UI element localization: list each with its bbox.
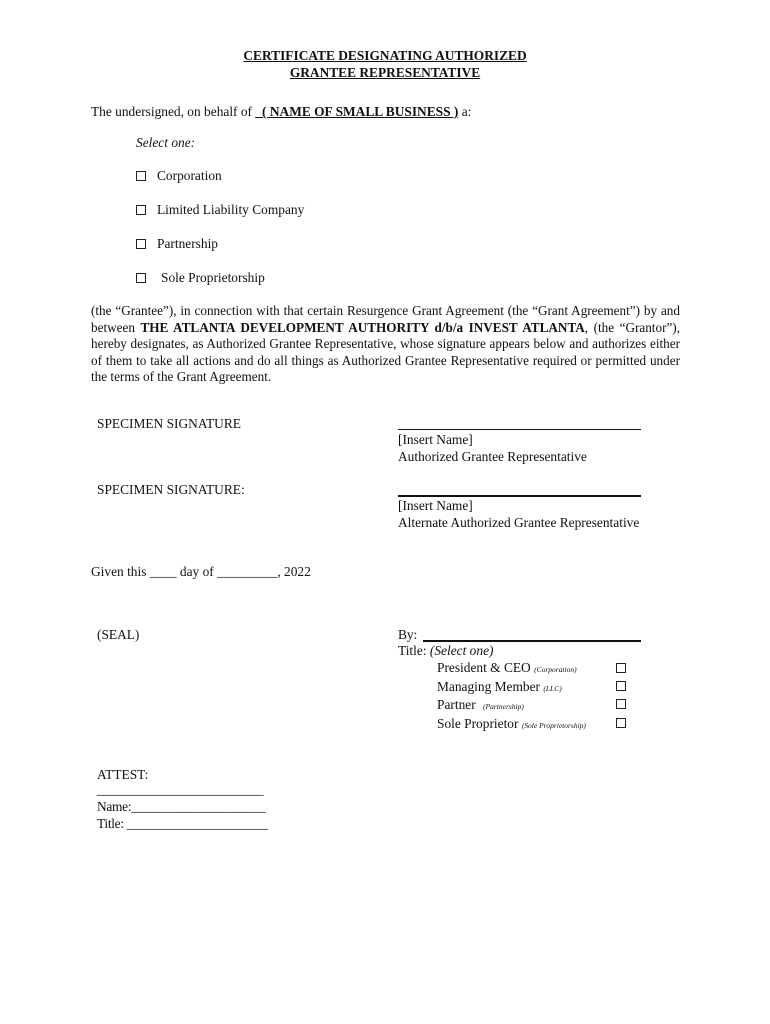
attest-title-field[interactable]: Title: ______________________ xyxy=(97,816,268,831)
title-option-note: (Partnership) xyxy=(483,702,524,711)
attest-label: ATTEST: xyxy=(97,767,149,782)
entity-label: Corporation xyxy=(157,168,222,183)
title-option-note: (LLC) xyxy=(543,684,562,693)
representative-role-2: Alternate Authorized Grantee Representative xyxy=(398,515,640,530)
checkbox-icon[interactable] xyxy=(136,205,146,215)
entity-option-llc[interactable] xyxy=(136,202,304,218)
given-date-line[interactable]: Given this ____ day of _________, 2022 xyxy=(91,564,311,579)
title-option-sole-proprietor xyxy=(437,716,586,732)
signature-line-2[interactable] xyxy=(398,495,641,497)
document-title-line-1: CERTIFICATE DESIGNATING AUTHORIZED xyxy=(243,48,527,63)
checkbox-icon[interactable] xyxy=(616,681,626,691)
title-option-managing-member xyxy=(437,679,562,695)
insert-name-2: [Insert Name] xyxy=(398,498,473,513)
entity-label: Partnership xyxy=(157,236,218,251)
specimen-signature-label-1: SPECIMEN SIGNATURE xyxy=(97,416,241,431)
title-option-note: (Sole Proprietorship) xyxy=(521,721,586,730)
intro-prefix: The undersigned, on behalf of xyxy=(91,104,256,119)
paragraph-part-1: (the “Grantee”), in connection with that certain Resurgence Grant Agreement (the “Grant Agreement”) by and between xyxy=(91,303,680,335)
checkbox-icon[interactable] xyxy=(616,663,626,673)
insert-name-1: [Insert Name] xyxy=(398,432,473,447)
paragraph-part-2: , (the “Grantor”), hereby designates, as Authorized Grantee Representative, whose signature appears below and authorizes either of them to take all actions and do all things as Authorized Grantee Representative required or permitted under the terms of the Grant Agreement. xyxy=(91,319,680,384)
attest-signature-line[interactable]: __________________________ xyxy=(97,782,264,797)
title-line xyxy=(398,643,493,659)
entity-label: Sole Proprietorship xyxy=(161,270,265,285)
title-option-note: (Corporation) xyxy=(534,665,577,674)
checkbox-icon[interactable] xyxy=(136,239,146,249)
entity-option-partnership[interactable] xyxy=(136,236,218,252)
checkbox-icon[interactable] xyxy=(616,718,626,728)
document-title-line-2: GRANTEE REPRESENTATIVE xyxy=(289,65,481,80)
seal-label: (SEAL) xyxy=(97,627,140,642)
title-option-president xyxy=(437,660,577,676)
checkbox-icon[interactable] xyxy=(136,273,146,283)
by-signature-line[interactable] xyxy=(423,640,641,642)
entity-option-corporation[interactable] xyxy=(136,168,222,184)
title-option-name: Sole Proprietor xyxy=(437,716,519,731)
designation-paragraph xyxy=(91,303,680,386)
title-label: Title: xyxy=(398,643,427,658)
representative-role-1: Authorized Grantee Representative xyxy=(398,449,587,464)
title-option-name: Managing Member xyxy=(437,679,541,694)
attest-name-field[interactable]: Name:_____________________ xyxy=(97,799,266,814)
select-one-label: Select one: xyxy=(136,135,196,150)
intro-line xyxy=(91,104,471,120)
checkbox-icon[interactable] xyxy=(136,171,146,181)
title-select-hint: (Select one) xyxy=(429,643,494,658)
title-option-name: Partner xyxy=(437,697,476,712)
signature-line-1[interactable] xyxy=(398,429,641,430)
business-name-field[interactable]: _( NAME OF SMALL BUSINESS ) xyxy=(255,104,459,119)
title-option-partner xyxy=(437,697,524,713)
intro-suffix: a: xyxy=(458,104,472,119)
checkbox-icon[interactable] xyxy=(616,699,626,709)
entity-option-sole-proprietorship[interactable] xyxy=(136,270,265,286)
grantor-name: THE ATLANTA DEVELOPMENT AUTHORITY d/b/a INVEST ATLANTA xyxy=(140,319,585,335)
entity-label: Limited Liability Company xyxy=(157,202,305,217)
by-label: By: xyxy=(398,627,418,642)
specimen-signature-label-2: SPECIMEN SIGNATURE: xyxy=(97,482,245,497)
title-option-name: President & CEO xyxy=(437,660,531,675)
